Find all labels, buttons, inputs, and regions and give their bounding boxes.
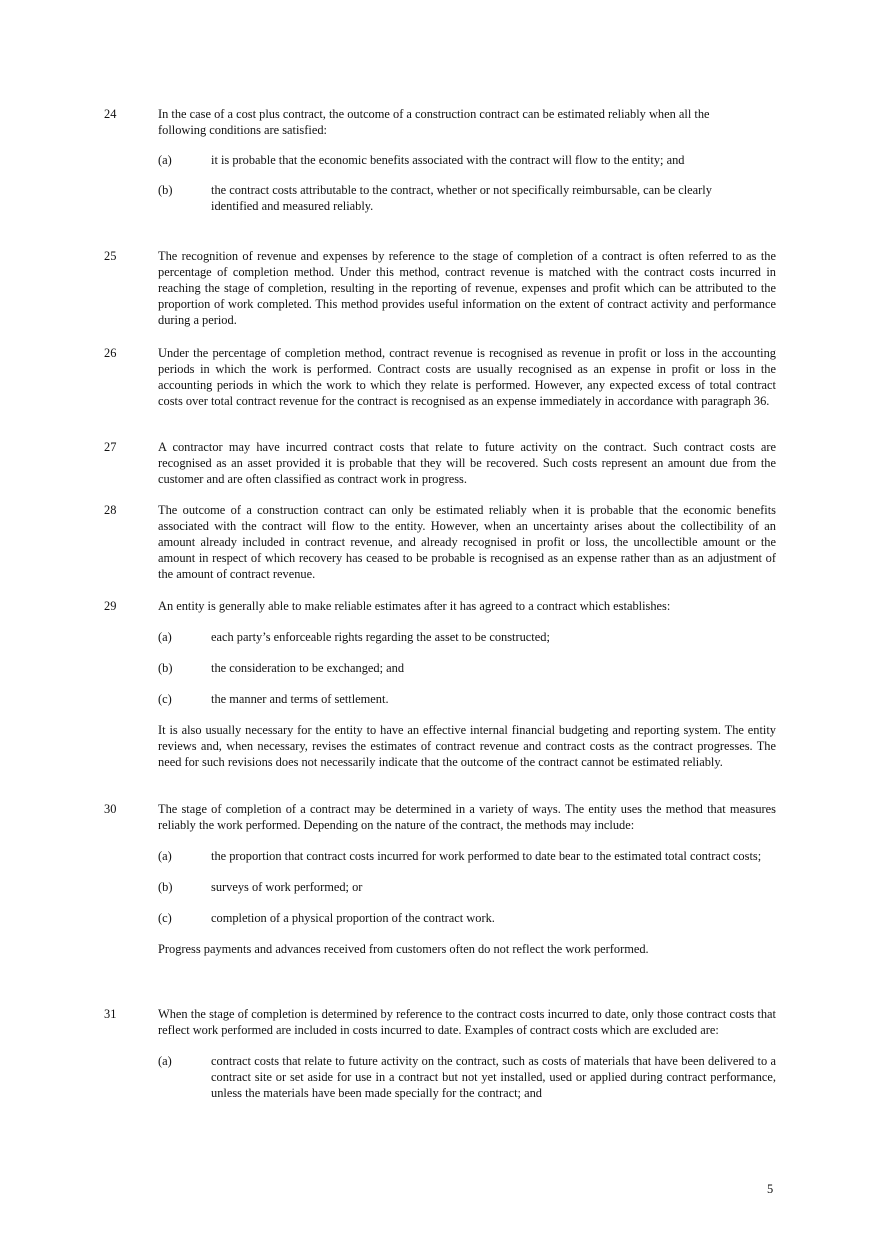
paragraph-27: [104, 439, 776, 487]
list-item-label: (c): [158, 692, 172, 706]
paragraph-text: The outcome of a construction contract can only be estimated reliably when it is probable that the economic benefits associated with the contract will flow to the entity. However, when an uncertainty arises about the collectibility of an amount already included in contract revenue, and already recognised in profit or loss, the uncollectible amount or the amount in respect of which recovery has ceased to be probable is recognised as an expense rather than as an adjustment of the amount of contract revenue.: [158, 503, 776, 581]
list-item-text: it is probable that the economic benefits associated with the contract will flow to the entity; and: [211, 153, 685, 167]
paragraph-30: [104, 801, 776, 957]
paragraph-text: An entity is generally able to make reliable estimates after it has agreed to a contract which establishes:: [158, 599, 671, 613]
list-item: [158, 879, 776, 895]
list-item-label: (a): [158, 153, 172, 167]
list-item: [158, 182, 776, 214]
list-item-label: (b): [158, 880, 173, 894]
list-item-label: (b): [158, 183, 173, 197]
list-item-text: completion of a physical proportion of the contract work.: [211, 911, 495, 925]
list-item-label: (a): [158, 630, 172, 644]
paragraph-continuation: It is also usually necessary for the entity to have an effective internal financial budgeting and reporting system. The entity reviews and, when necessary, revises the estimates of contract revenue and contract costs as the contract progresses. The need for such revisions does not necessarily indicate that the outcome of the contract cannot be estimated reliably.: [158, 723, 776, 769]
list-item-label: (c): [158, 911, 172, 925]
paragraph-28: [104, 502, 776, 582]
paragraph-number: 24: [104, 107, 117, 121]
paragraph-31: [104, 1006, 776, 1101]
list-item: [158, 848, 776, 864]
paragraph-text: A contractor may have incurred contract costs that relate to future activity on the contract. Such contract costs are recognised as an asset provided it is probable that they will be recovered. Such costs represent an amount due from the customer and are often classified as contract work in progress.: [158, 440, 776, 486]
list-item-text: contract costs that relate to future activity on the contract, such as costs of materials that have been delivered to a contract site or set aside for use in a contract but not yet installed, used or applied during contract performance, unless the materials have been made specially for the contract; and: [211, 1054, 776, 1100]
list-item-text: the contract costs attributable to the contract, whether or not specifically reimbursable, can be clearly identified and measured reliably.: [211, 183, 712, 213]
list-item-text: the manner and terms of settlement.: [211, 692, 389, 706]
paragraph-number: 27: [104, 440, 117, 454]
paragraph-text: When the stage of completion is determined by reference to the contract costs incurred to date, only those contract costs that reflect work performed are included in costs incurred to date. Examples of contract costs which are excluded are:: [158, 1007, 776, 1037]
paragraph-25: [104, 248, 776, 328]
paragraph-text: Under the percentage of completion method, contract revenue is recognised as revenue in profit or loss in the accounting periods in which the work is performed. Contract costs are usually recognised as an expense in profit or loss in the accounting periods in which the work to which they relate is performed. However, any expected excess of total contract costs over total contract revenue for the contract is recognised as an expense immediately in accordance with paragraph 36.: [158, 346, 776, 408]
list-item: [158, 660, 776, 676]
list-item: [158, 152, 776, 168]
list-item: [158, 1053, 776, 1101]
list-item-text: surveys of work performed; or: [211, 880, 363, 894]
paragraph-text: In the case of a cost plus contract, the outcome of a construction contract can be estimated reliably when all the following conditions are satisfied:: [158, 107, 710, 137]
paragraph-number: 31: [104, 1007, 117, 1021]
list-item-label: (b): [158, 661, 173, 675]
list-item: [158, 910, 776, 926]
paragraph-text: The recognition of revenue and expenses by reference to the stage of completion of a contract is often referred to as the percentage of completion method. Under this method, contract revenue is matched with the contract costs incurred in reaching the stage of completion, resulting in the reporting of revenue, expenses and profit which can be attributed to the proportion of work completed. This method provides useful information on the extent of contract activity and performance during a period.: [158, 249, 776, 327]
paragraph-26: [104, 345, 776, 409]
paragraph-number: 29: [104, 599, 117, 613]
paragraph-number: 26: [104, 346, 117, 360]
list-item: [158, 691, 776, 707]
list-item-text: the proportion that contract costs incurred for work performed to date bear to the estimated total contract costs;: [211, 849, 762, 863]
list-item-label: (a): [158, 849, 172, 863]
paragraph-24: [104, 106, 776, 214]
paragraph-number: 25: [104, 249, 117, 263]
list-item-text: the consideration to be exchanged; and: [211, 661, 405, 675]
paragraph-text: The stage of completion of a contract may be determined in a variety of ways. The entity uses the method that measures reliably the work performed. Depending on the nature of the contract, the methods may include:: [158, 802, 776, 832]
paragraph-29: [104, 598, 776, 770]
paragraph-continuation: Progress payments and advances received from customers often do not reflect the work performed.: [158, 942, 649, 956]
paragraph-number: 28: [104, 503, 117, 517]
list-item-text: each party’s enforceable rights regarding the asset to be constructed;: [211, 630, 550, 644]
page-number: 5: [767, 1182, 774, 1196]
list-item: [158, 629, 776, 645]
list-item-label: (a): [158, 1054, 172, 1068]
paragraph-number: 30: [104, 802, 117, 816]
